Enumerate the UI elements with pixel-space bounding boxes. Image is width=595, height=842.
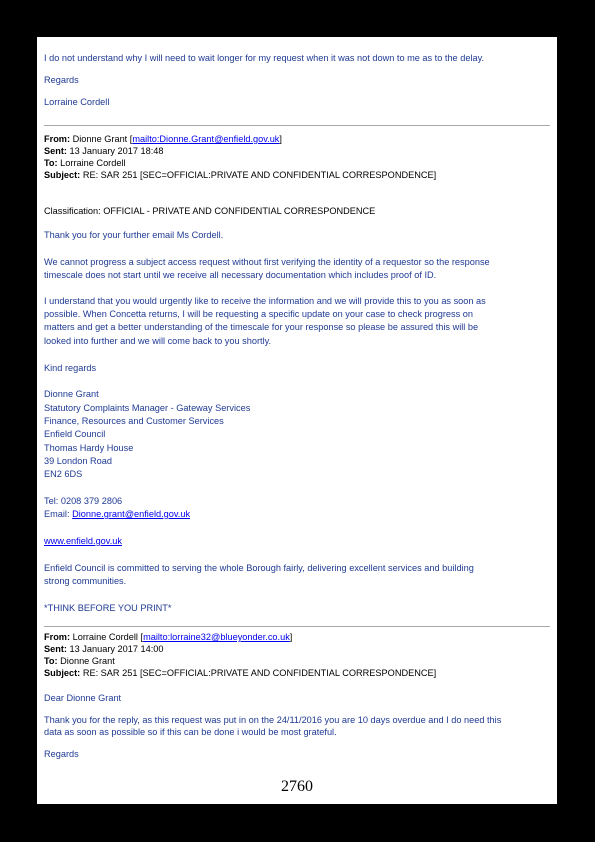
from-mailto-link[interactable]: mailto:lorraine32@blueyonder.co.uk bbox=[143, 632, 290, 642]
classification-line: Classification: OFFICIAL - PRIVATE AND CONFIDENTIAL CORRESPONDENCE bbox=[44, 206, 376, 216]
email-link[interactable]: Dionne.grant@enfield.gov.uk bbox=[72, 509, 191, 519]
bottom-body-line1: Thank you for the reply, as this request was put in on the 24/11/2016 you are 10 days overdue and I do need this bbox=[44, 715, 502, 725]
signature-organisation: Enfield Council bbox=[44, 429, 106, 439]
email-label: Email: bbox=[44, 509, 70, 519]
from-name: Lorraine Cordell bbox=[72, 632, 138, 642]
commitment-line1: Enfield Council is committed to serving the whole Borough fairly, delivering excellent services and building bbox=[44, 563, 474, 573]
think-before-print: *THINK BEFORE YOU PRINT* bbox=[44, 603, 172, 613]
sent-label: Sent: bbox=[44, 644, 67, 654]
sent-label: Sent: bbox=[44, 146, 67, 156]
reply-para2-line1: I understand that you would urgently like to receive the information and we will provide this to you as soon as bbox=[44, 296, 486, 306]
top-email-body: I do not understand why I will need to wait longer for my request when it was not down to me as to the delay. bbox=[44, 53, 485, 63]
subject-value: RE: SAR 251 [SEC=OFFICIAL:PRIVATE AND CONFIDENTIAL CORRESPONDENCE] bbox=[82, 170, 437, 180]
website-link[interactable]: www.enfield.gov.uk bbox=[44, 536, 122, 546]
bottom-regards: Regards bbox=[44, 749, 79, 759]
reply-kind-regards: Kind regards bbox=[44, 363, 97, 373]
bottom-body-line2: data as soon as possible so if this can be done i would be most grateful. bbox=[44, 727, 337, 737]
signature-postcode: EN2 6DS bbox=[44, 469, 83, 479]
subject-label: Subject: bbox=[44, 170, 81, 180]
signature-title: Statutory Complaints Manager - Gateway Services bbox=[44, 403, 251, 413]
reply-para2-line3: matters and get a better understanding of the timescale for your response so please be assured this will be bbox=[44, 322, 479, 332]
reply-para1-line2: timescale does not start until we receive all necessary documentation which includes proof of ID. bbox=[44, 270, 437, 280]
reply-para2-line4: looked into further and we will come back to you shortly. bbox=[44, 336, 272, 346]
separator-rule bbox=[44, 125, 550, 126]
from-label: From: bbox=[44, 632, 71, 642]
sent-value: 13 January 2017 18:48 bbox=[69, 146, 164, 156]
signature-building: Thomas Hardy House bbox=[44, 443, 134, 453]
subject-value: RE: SAR 251 [SEC=OFFICIAL:PRIVATE AND CONFIDENTIAL CORRESPONDENCE] bbox=[82, 668, 437, 678]
signature-email-line bbox=[44, 508, 190, 521]
to-value: Dionne Grant bbox=[60, 656, 115, 666]
separator-rule-2 bbox=[44, 626, 550, 627]
page-number: 2760 bbox=[281, 778, 313, 795]
signature-street: 39 London Road bbox=[44, 456, 112, 466]
subject-label: Subject: bbox=[44, 668, 81, 678]
signature-department: Finance, Resources and Customer Services bbox=[44, 416, 224, 426]
commitment-line2: strong communities. bbox=[44, 576, 127, 586]
top-email-signature: Lorraine Cordell bbox=[44, 97, 110, 107]
top-email-regards: Regards bbox=[44, 75, 79, 85]
from-name: Dionne Grant bbox=[72, 134, 128, 144]
reply-para1-line1: We cannot progress a subject access request without first verifying the identity of a requestor so the response bbox=[44, 257, 490, 267]
to-value: Lorraine Cordell bbox=[60, 158, 126, 168]
sent-value: 13 January 2017 14:00 bbox=[69, 644, 164, 654]
from-label: From: bbox=[44, 134, 71, 144]
signature-name: Dionne Grant bbox=[44, 389, 99, 399]
to-label: To: bbox=[44, 656, 58, 666]
to-label: To: bbox=[44, 158, 58, 168]
reply-para2-line2: possible. When Concetta returns, I will be requesting a specific update on your case to check progress on bbox=[44, 309, 473, 319]
website-line bbox=[44, 535, 122, 548]
signature-telephone: Tel: 0208 379 2806 bbox=[44, 496, 123, 506]
from-mailto-link[interactable]: mailto:Dionne.Grant@enfield.gov.uk bbox=[132, 134, 280, 144]
bottom-greeting: Dear Dionne Grant bbox=[44, 693, 122, 703]
document-page: I do not understand why I will need to wait longer for my request when it was not down to me as to the delay. Regards Lorraine Cordell From: Dionne Grant [mailto:Dionne.Grant@enfield.gov.uk] Sent: 13 January 2017 18:48 To: Lorraine Cordell Subject: RE: SAR 251 [SEC=OFFICIAL:PRIVATE AND CONFIDENTIAL CORRESPONDENCE] Classification: OFFICIAL - PRIVATE AND CONFIDENTIAL CORRESPONDENCE Thank you for your further email Ms Cordell. We cannot progress a subject access request without first verifying the identity of a requestor so the response timescale does not start until we receive all necessary documentation which includes proof of ID. I understand that you would urgently like to receive the information and we will provide this to you as soon as possible. When Concetta returns, I will be requesting a specific update on your case to check progress on matters and get a better understanding of the timescale for your response so please be assured this will be looked into further and we will come back to you shortly. Kind regards Dionne Grant Statutory Complaints Manager - Gateway Services Finance, Resources and Customer Services Enfield Council Thomas Hardy House 39 London Road EN2 6DS Tel: 0208 379 2806 Email: Dionne.grant@enfield.gov.uk www.enfield.gov.uk Enfield Council is committed to serving the whole Borough fairly, delivering excellent services and building strong communities. *THINK BEFORE YOU PRINT* From: Lorraine Cordell [mailto:lorraine32@blueyonder.co.uk] Sent: 13 January 2017 14:00 To: Dionne Grant Subject: RE: SAR 251 [SEC=OFFICIAL:PRIVATE AND CONFIDENTIAL CORRESPONDENCE] Dear Dionne Grant Thank you for the reply, as this request was put in on the 24/11/2016 you are 10 days overdue and I do need this data as soon as possible so if this can be done i would be most grateful. Regards 2760 bbox=[37, 37, 557, 804]
reply-thanks: Thank you for your further email Ms Cordell. bbox=[44, 230, 224, 240]
